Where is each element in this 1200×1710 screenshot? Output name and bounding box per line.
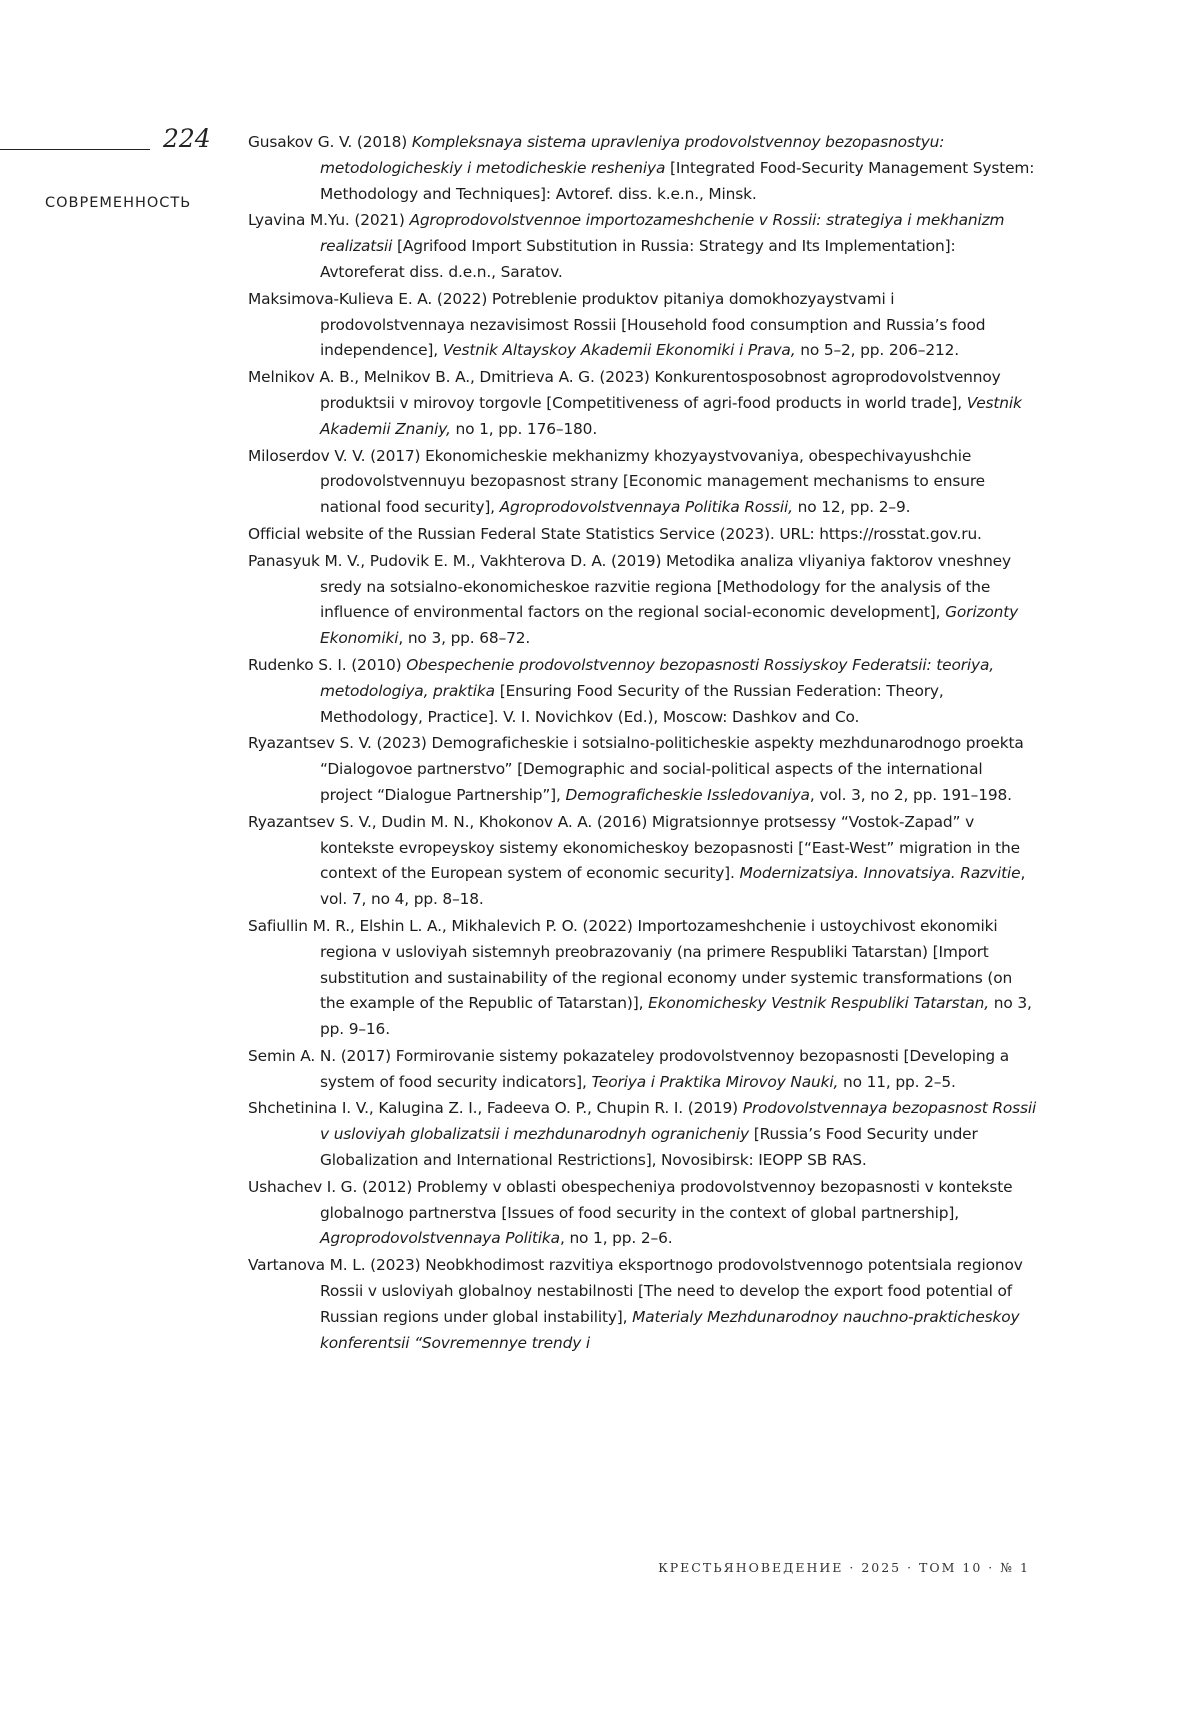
ref-tail: no 12, pp. 2–9.: [793, 498, 910, 516]
ref-tail: [Agrifood Import Substitution in Russia: Strategy and Its Implementation]: Avtoreferat diss. d.e.n., Saratov.: [320, 237, 956, 281]
reference-item: [248, 1253, 1038, 1356]
reference-item: [248, 522, 1038, 548]
header-rule: [0, 149, 150, 150]
ref-text: Ryazantsev S. V., Dudin M. N., Khokonov A. A. (2016) Migratsionnye protsessy “Vostok-Zapad” v kontekste evropeyskoy sistemy ekonomicheskoy bezopasnosti [“East-West” migration in the context of the European system of economic security].: [248, 813, 1020, 883]
section-label: СОВРЕМЕННОСТЬ: [45, 193, 191, 213]
ref-tail: no 11, pp. 2–5.: [838, 1073, 955, 1091]
ref-text: Lyavina M.Yu. (2021): [248, 211, 409, 229]
ref-tail: , no 1, pp. 2–6.: [560, 1229, 673, 1247]
reference-item: [248, 208, 1038, 285]
ref-tail: , no 3, pp. 68–72.: [398, 629, 530, 647]
journal-footer: КРЕСТЬЯНОВЕДЕНИЕ · 2025 · ТОМ 10 · № 1: [658, 1560, 1030, 1575]
ref-text: Rudenko S. I. (2010): [248, 656, 406, 674]
ref-tail: no 3, pp. 9–16.: [320, 994, 1032, 1038]
reference-item: [248, 1175, 1038, 1252]
ref-title: Vestnik Altayskoy Akademii Ekonomiki i Prava,: [443, 341, 796, 359]
ref-tail: no 5–2, pp. 206–212.: [795, 341, 959, 359]
ref-tail: , vol. 7, no 4, pp. 8–18.: [320, 864, 1025, 908]
reference-item: [248, 549, 1038, 652]
ref-title: Teoriya i Praktika Mirovoy Nauki,: [592, 1073, 839, 1091]
ref-title: Agroprodovolstvennaya Politika Rossii,: [500, 498, 793, 516]
ref-text: Miloserdov V. V. (2017) Ekonomicheskie mekhanizmy khozyaystvovaniya, obespechivayushchie prodovolstvennuyu bezopasnost strany [Economic management mechanisms to ensure national food security],: [248, 447, 985, 517]
ref-title: Agroprodovolstvennaya Politika: [320, 1229, 560, 1247]
page-number: 224: [163, 124, 211, 154]
ref-title: Prodovolstvennaya bezopasnost Rossii v usloviyah globalizatsii i mezhdunarodnyh ogranicheniy: [320, 1099, 1036, 1143]
reference-item: [248, 365, 1038, 442]
reference-item: [248, 731, 1038, 808]
ref-text: Semin A. N. (2017) Formirovanie sistemy pokazateley prodovolstvennoy bezopasnosti [Developing a system of food security indicators],: [248, 1047, 1009, 1091]
ref-title: Demograficheskie Issledovaniya: [566, 786, 810, 804]
ref-text: Ryazantsev S. V. (2023) Demograficheskie i sotsialno-politicheskie aspekty mezhdunarodnogo proekta “Dialogovoe partnerstvo” [Demographic and social-political aspects of the international project “Dialogue Partnership”],: [248, 734, 1024, 804]
reference-item: [248, 287, 1038, 364]
ref-title: Materialy Mezhdunarodnoy nauchno-prakticheskoy konferentsii “Sovremennye trendy i: [320, 1308, 1020, 1352]
ref-text: Official website of the Russian Federal State Statistics Service (2023). URL: https://rosstat.gov.ru.: [248, 525, 982, 543]
ref-title: Ekonomichesky Vestnik Respubliki Tatarstan,: [648, 994, 989, 1012]
ref-title: Vestnik Akademii Znaniy,: [320, 394, 1022, 438]
reference-item: [248, 810, 1038, 913]
ref-text: Gusakov G. V. (2018): [248, 133, 412, 151]
ref-tail: no 1, pp. 176–180.: [451, 420, 597, 438]
ref-text: Panasyuk M. V., Pudovik E. M., Vakhterova D. A. (2019) Metodika analiza vliyaniya faktorov vneshney sredy na sotsialno-ekonomicheskoe razvitie regiona [Methodology for the analysis of the influence of environmental factors on the regional social-economic development],: [248, 552, 1011, 622]
reference-list: [248, 130, 1038, 1357]
reference-item: [248, 130, 1038, 207]
ref-text: Shchetinina I. V., Kalugina Z. I., Fadeeva O. P., Chupin R. I. (2019): [248, 1099, 743, 1117]
ref-tail: [Russia’s Food Security under Globalization and International Restrictions], Novosibirsk: IEOPP SB RAS.: [320, 1125, 978, 1169]
reference-item: [248, 914, 1038, 1043]
reference-item: [248, 444, 1038, 521]
ref-tail: [Integrated Food-Security Management System: Methodology and Techniques]: Avtoref. diss. k.e.n., Minsk.: [320, 159, 1034, 203]
ref-text: Ushachev I. G. (2012) Problemy v oblasti obespecheniya prodovolstvennoy bezopasnosti v kontekste globalnogo partnerstva [Issues of food security in the context of global partnership],: [248, 1178, 1013, 1222]
ref-text: Vartanova M. L. (2023) Neobkhodimost razvitiya eksportnogo prodovolstvennogo potentsiala regionov Rossii v usloviyah globalnoy nestabilnosti [The need to develop the export food potential of Russian regions under global instability],: [248, 1256, 1023, 1326]
ref-title: Gorizonty Ekonomiki: [320, 603, 1018, 647]
ref-tail: [Ensuring Food Security of the Russian Federation: Theory, Methodology, Practice]. V. I. Novichkov (Ed.), Moscow: Dashkov and Co.: [320, 682, 944, 726]
ref-title: Agroprodovolstvennoe importozameshchenie v Rossii: strategiya i mekhanizm realizatsii: [320, 211, 1004, 255]
ref-title: Kompleksnaya sistema upravleniya prodovolstvennoy bezopasnostyu: metodologicheskiy i metodicheskie resheniya: [320, 133, 944, 177]
ref-title: Obespechenie prodovolstvennoy bezopasnosti Rossiyskoy Federatsii: teoriya, metodologiya, praktika: [320, 656, 994, 700]
ref-title: Modernizatsiya. Innovatsiya. Razvitie: [740, 864, 1021, 882]
ref-text: Maksimova-Kulieva E. A. (2022) Potreblenie produktov pitaniya domokhozyaystvami i prodovolstvennaya nezavisimost Rossii [Household food consumption and Russia’s food independence],: [248, 290, 985, 360]
ref-text: Melnikov A. B., Melnikov B. A., Dmitrieva A. G. (2023) Konkurentosposobnost agroprodovolstvennoy produktsii v mirovoy torgovle [Competitiveness of agri-food products in world trade],: [248, 368, 1001, 412]
ref-text: Safiullin M. R., Elshin L. A., Mikhalevich P. O. (2022) Importozameshchenie i ustoychivost ekonomiki regiona v usloviyah sistemnyh preobrazovaniy (na primere Respubliki Tatarstan) [Import substitution and sustainability of the regional economy under systemic transformations (on the example of the Republic of Tatarstan)],: [248, 917, 1012, 1012]
ref-tail: , vol. 3, no 2, pp. 191–198.: [810, 786, 1012, 804]
reference-item: [248, 1044, 1038, 1096]
reference-item: [248, 1096, 1038, 1173]
reference-item: [248, 653, 1038, 730]
